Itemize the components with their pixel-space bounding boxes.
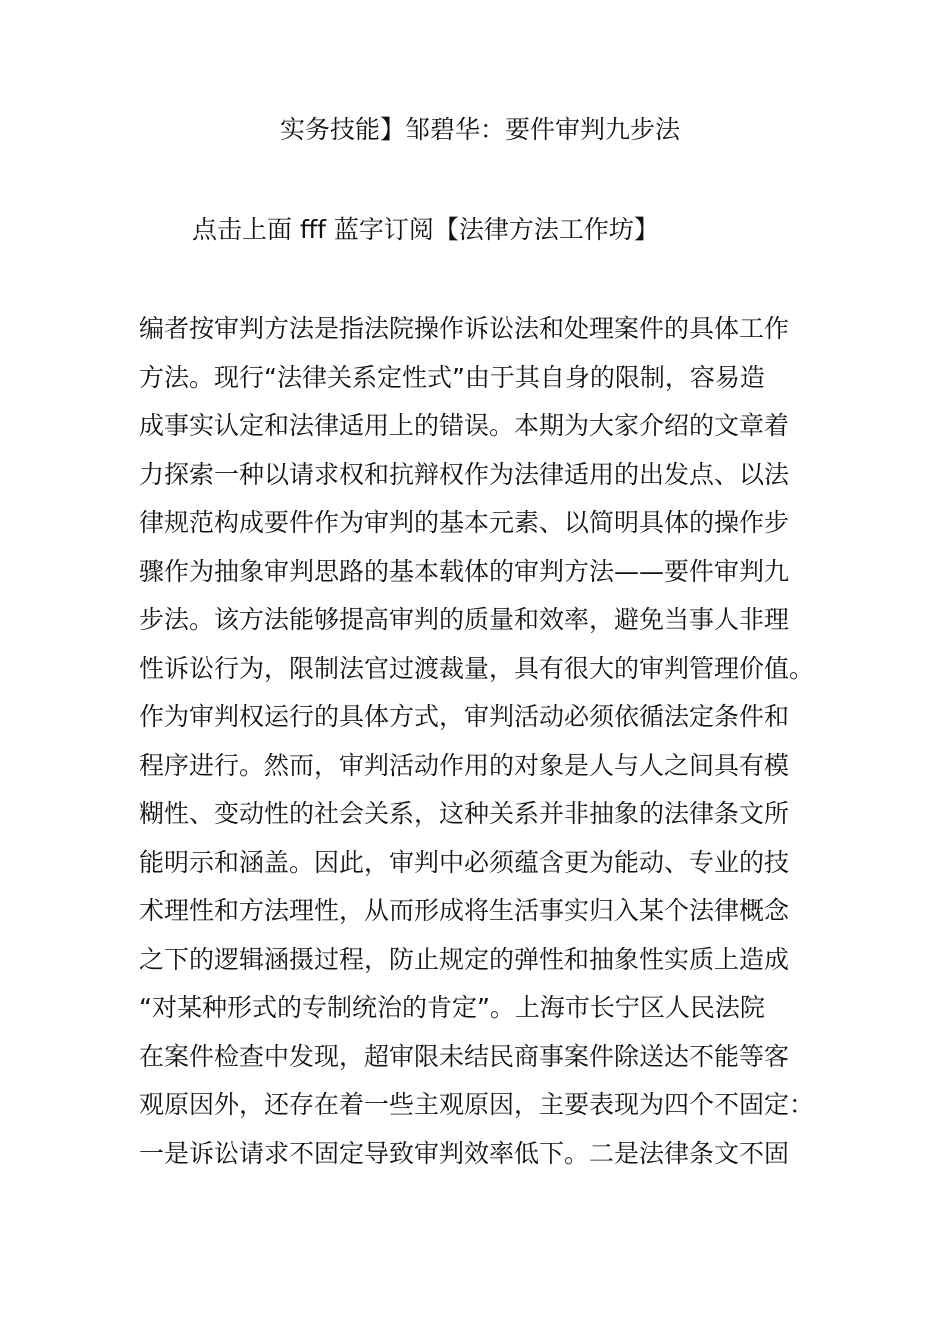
body-text bbox=[139, 309, 819, 1182]
body-line: 骤作为抽象审判思路的基本载体的审判方法——要件审判九 bbox=[139, 556, 790, 586]
body-line: 步法。该方法能够提高审判的质量和效率，避免当事人非理 bbox=[139, 605, 790, 634]
body-line: 术理性和方法理性，从而形成将生活事实归入某个法律概念 bbox=[139, 896, 790, 925]
body-line: 在案件检查中发现，超审限未结民商事案件除送达不能等客 bbox=[139, 1041, 790, 1071]
body-line: “对某种形式的专制统治的肯定”。上海市长宁区人民法院 bbox=[139, 993, 765, 1022]
body-line: 程序进行。然而，审判活动作用的对象是人与人之间具有模 bbox=[139, 750, 790, 780]
body-line: 成事实认定和法律适用上的错误。本期为大家介绍的文章着 bbox=[139, 411, 790, 440]
body-line: 作为审判权运行的具体方式，审判活动必须依循法定条件和 bbox=[139, 702, 790, 731]
document-title: 实务技能】邹碧华：要件审判九步法 bbox=[279, 115, 680, 144]
body-line: 一是诉讼请求不固定导致审判效率低下。二是法律条文不固 bbox=[139, 1138, 790, 1168]
body-line: 能明示和涵盖。因此，审判中必须蕴含更为能动、专业的技 bbox=[139, 847, 790, 877]
body-line: 糊性、变动性的社会关系，这种关系并非抽象的法律条文所 bbox=[139, 799, 790, 828]
body-line: 之下的逻辑涵摄过程，防止规定的弹性和抽象性实质上造成 bbox=[139, 944, 790, 974]
body-line: 律规范构成要件作为审判的基本元素、以简明具体的操作步 bbox=[139, 508, 790, 537]
subscribe-line: 点击上面 fff 蓝字订阅【法律方法工作坊】 bbox=[192, 215, 659, 244]
body-line: 观原因外，还存在着一些主观原因，主要表现为四个不固定： bbox=[139, 1090, 815, 1119]
body-line: 编者按审判方法是指法院操作诉讼法和处理案件的具体工作 bbox=[139, 314, 790, 343]
body-line: 方法。现行“法律关系定性式”由于其自身的限制，容易造 bbox=[139, 362, 765, 392]
body-line: 力探索一种以请求权和抗辩权作为法律适用的出发点、以法 bbox=[139, 459, 790, 489]
body-line: 性诉讼行为，限制法官过渡裁量，具有很大的审判管理价值。 bbox=[139, 653, 815, 683]
